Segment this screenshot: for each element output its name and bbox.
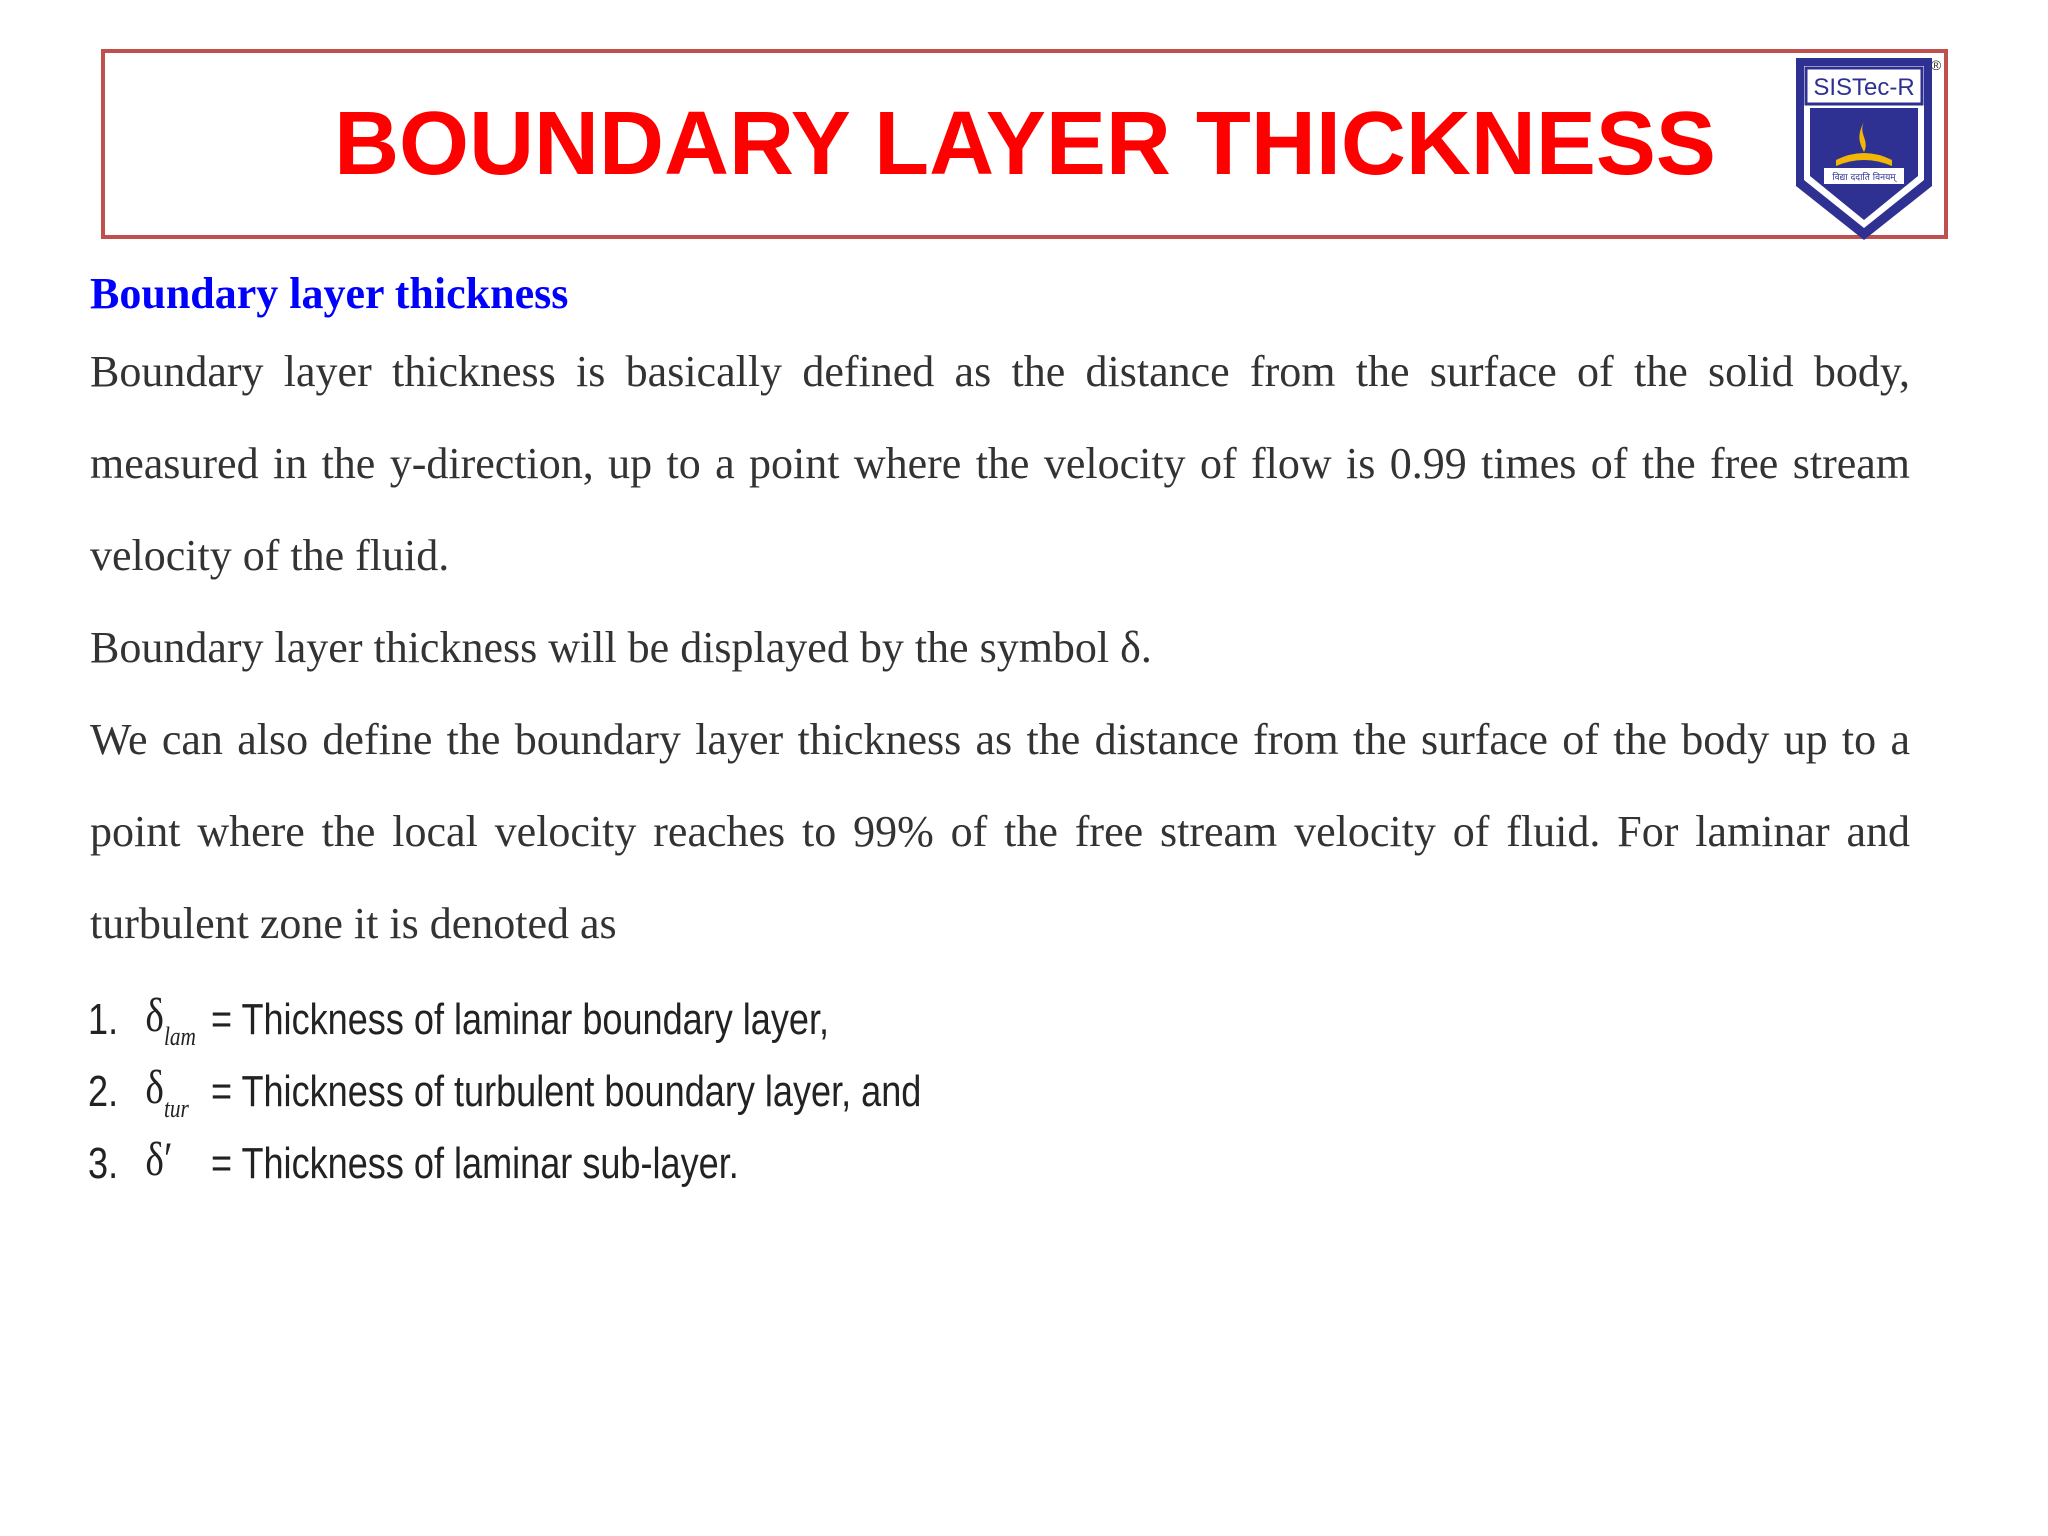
slide-body — [90, 262, 1910, 970]
list-item — [88, 1056, 921, 1128]
list-text: = Thickness of laminar sub-layer. — [211, 1139, 739, 1188]
list-number: 1. — [88, 995, 119, 1044]
list-item — [88, 1128, 921, 1200]
list-text: = Thickness of turbulent boundary layer, and — [211, 1067, 922, 1116]
logo-motto: विद्या ददाति विनयम् — [1832, 173, 1896, 183]
alternate-definition-paragraph: We can also define the boundary layer thickness as the distance from the surface of the body up to a point where the local velocity reaches to 99% of the free stream velocity of fluid. For laminar and turbulent zone it is denoted as — [90, 715, 1910, 948]
logo-text: SISTec-R — [1813, 74, 1915, 101]
sistec-logo — [1792, 56, 1942, 242]
slide-title: BOUNDARY LAYER THICKNESS — [334, 93, 1716, 194]
list-number: 2. — [88, 1067, 119, 1116]
list-text: = Thickness of laminar boundary layer, — [211, 995, 830, 1044]
symbol-list — [88, 984, 1104, 1200]
list-number: 3. — [88, 1139, 119, 1188]
delta-symbol: $\delta_{lam}$ — [145, 989, 196, 1051]
section-heading: Boundary layer thickness — [90, 269, 569, 318]
delta-symbol: $\delta_{tur}$ — [145, 1061, 189, 1123]
registered-mark: ® — [1930, 57, 1942, 73]
definition-paragraph: Boundary layer thickness is basically defined as the distance from the surface of the solid body, measured in the y-direction, up to a point where the velocity of flow is 0.99 times of the free stream velocity of the fluid. — [90, 347, 1910, 580]
list-item — [88, 984, 921, 1056]
title-banner — [101, 49, 1948, 239]
symbol-paragraph: Boundary layer thickness will be displayed by the symbol δ. — [90, 623, 1152, 672]
delta-prime-symbol: δ′ — [145, 1133, 173, 1186]
